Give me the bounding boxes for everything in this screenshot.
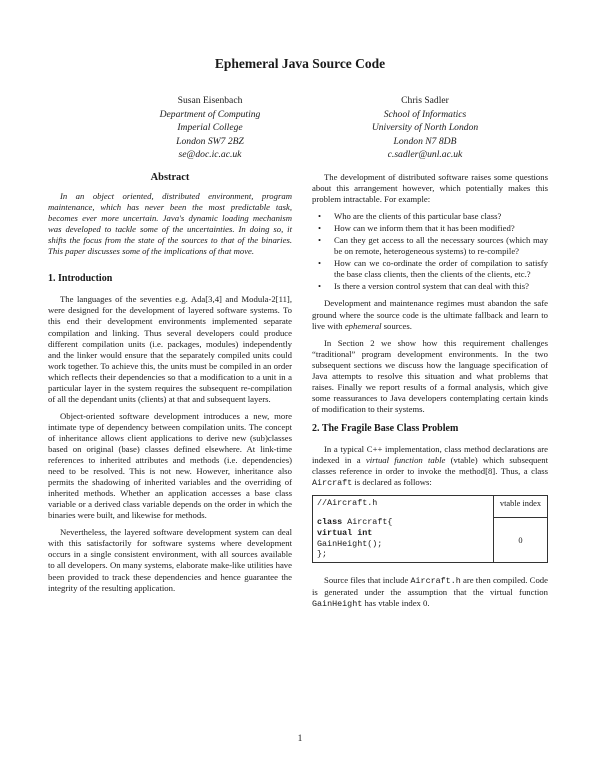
list-item: • Who are the clients of this particular base class? [318,211,502,222]
bullet-icon: • [318,223,322,234]
page-number: 1 [297,734,303,744]
author-name: Chris Sadler [401,95,449,106]
author-city: London SW7 2BZ [176,135,244,147]
section-heading-introduction: 1. Introduction [48,273,113,285]
right-column [312,172,548,616]
list-item: • How can we co-ordinate the order of compilation to satisfy the base class clients, then the clients of the clients, etc.? [318,258,548,280]
paragraph: Development and maintenance regimes must abandon the safe ground where the source code is the ultimate fallback and learn to live with ephemeral sources. [312,298,548,331]
abstract-text: In an object oriented, distributed environment, program maintenance, which has never been the most predictable task, becomes ever more uncertain. Java's dynamic loading mechanism was developed to tackle some of the uncertainties. In doing so, it shifts the focus from the state of the sources to that of the binaries. This paper discusses some of the implications of that move. [48,191,292,257]
bullet-icon: • [318,281,322,292]
paragraph: The languages of the seventies e.g. Ada[3,4] and Modula-2[11], were designed for the development of layered software systems. To this end their development environments implemented separate compilation and linking. Thus several developers could produce different compilation units (i.e. packages, modules) independently and the linker would ensure that the separately compiled units could work together. To achieve this, the units must be compiled in an order which reflects their dependencies so that a modification to a unit in a particular layer in the system requires the subsequent re-compilation of all the dependant units (clients) at that and subsequent layers. [48,294,292,404]
left-column [48,172,292,600]
section-heading-fragile-base-class: 2. The Fragile Base Class Problem [312,422,459,434]
paragraph: The development of distributed software raises some questions about this arrangement however, which potentially makes this problem intractable. For example: [312,172,548,205]
vtable-index-value: 0 [494,518,548,563]
author-city: London N7 8DB [393,135,457,147]
paper-title: Ephemeral Java Source Code [214,56,386,71]
paragraph: In a typical C++ implementation, class method declarations are indexed in a virtual function table (vtable) which subsequent classes reference in order to invoke the method[8]. Thus, a class Aircraft is declared as follows: [312,443,548,489]
author-block-right [320,94,530,162]
list-item: • Is there a version control system that can deal with this? [318,281,529,292]
author-department: School of Informatics [383,108,467,120]
author-institution: Imperial College [177,122,243,133]
author-department: Department of Computing [159,108,261,120]
author-name: Susan Eisenbach [177,95,243,106]
bullet-icon: • [318,235,322,246]
list-item: • How can we inform them that it has been modified? [318,223,515,234]
author-email: se@doc.ic.ac.uk [178,149,242,160]
bullet-icon: • [318,211,322,222]
abstract-heading: Abstract [150,172,190,183]
paragraph: Source files that include Aircraft.h are then compiled. Code is generated under the assumption that the virtual function GainHeight has vtable index 0. [312,575,548,610]
vtable-header: vtable index [494,496,548,518]
code-vtable-table [312,495,548,563]
author-block-left [105,94,315,162]
paragraph: Object-oriented software development introduces a new, more intimate type of dependency between compilation units. The concept of inheritance allows client applications to derive new (sub)classes based on original (base) classes defined elsewhere. At link-time references to inherited attributes and methods (i.e. dependencies) need to be resolved. This is not new. However, inheritance also permits the shadowing of inherited variables and the overriding of inherited methods. Whether an application accesses a base class variable or a derived class variable depends on the order in which the binaries were built, and likewise for methods. [48,410,292,521]
paragraph: In Section 2 we show how this requirement challenges “traditional” program development environments. In the two subsequent sections we discuss how the language specification of Java attempts to resolve this situation and what problems that raises. Finally we report results of a formal analysis, which give some reassurances to Java developers contemplating certain kinds of modification to their systems. [312,337,548,414]
author-email: c.sadler@unl.ac.uk [387,149,463,160]
bullet-icon: • [318,258,322,269]
paragraph: Nevertheless, the layered software development system can deal with this satisfactorily for software systems where development occurs in a single consistent environment, with all sources available to all developers. On many systems, elaborate make-like utilities have been provided to track these dependencies and hence guarantee the integrity of the resulting application. [48,527,292,593]
code-listing: //Aircraft.h class Aircraft{ virtual int GainHeight(); }; [313,496,494,563]
list-item: • Can they get access to all the necessary sources (which may be on remote, heterogeneous systems) to re-compile? [318,235,548,257]
question-list [312,211,548,292]
author-institution: University of North London [371,122,479,133]
